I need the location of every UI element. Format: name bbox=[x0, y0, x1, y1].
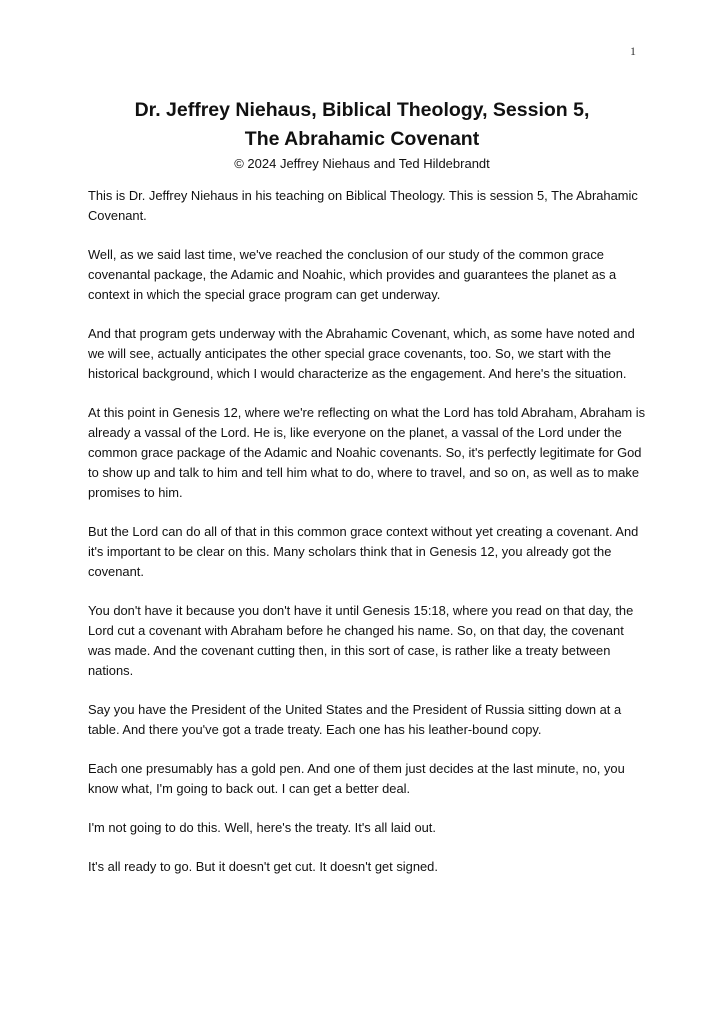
paragraph-6: You don't have it because you don't have it until Genesis 15:18, where you read on that day, the Lord cut a covenant with Abraham before he changed his name. So, on that day, the covenant was made. And the covenant cutting then, in this sort of case, is rather like a treaty between nations. bbox=[88, 603, 634, 678]
paragraph-7: Say you have the President of the United States and the President of Russia sitting down at a table. And there you've got a trade treaty. Each one has his leather-bound copy. bbox=[88, 702, 622, 737]
paragraph-1: This is Dr. Jeffrey Niehaus in his teaching on Biblical Theology. This is session 5, The Abrahamic Covenant. bbox=[88, 188, 638, 223]
paragraph-5: But the Lord can do all of that in this common grace context without yet creating a covenant. And it's important to be clear on this. Many scholars think that in Genesis 12, you already got the covenant. bbox=[88, 524, 639, 579]
paragraph-3: And that program gets underway with the Abrahamic Covenant, which, as some have noted and we will see, actually anticipates the other special grace covenants, too. So, we start with the historical background, which I would characterize as the engagement. And here's the situation. bbox=[88, 326, 635, 381]
title-line-2: The Abrahamic Covenant bbox=[244, 128, 480, 150]
paragraph-2: Well, as we said last time, we've reached the conclusion of our study of the common grace covenantal package, the Adamic and Noahic, which provides and guarantees the planet as a context in which the special grace program can get underway. bbox=[88, 247, 617, 302]
document-body bbox=[88, 186, 648, 896]
copyright-line: © 2024 Jeffrey Niehaus and Ted Hildebrandt bbox=[234, 156, 490, 171]
paragraph-9: I'm not going to do this. Well, here's the treaty. It's all laid out. bbox=[88, 820, 436, 835]
page-number: 1 bbox=[630, 44, 636, 58]
paragraph-8: Each one presumably has a gold pen. And one of them just decides at the last minute, no, you know what, I'm going to back out. I can get a better deal. bbox=[88, 761, 625, 796]
document-title bbox=[60, 96, 664, 154]
paragraph-4: At this point in Genesis 12, where we're reflecting on what the Lord has told Abraham, Abraham is already a vassal of the Lord. He is, like everyone on the planet, a vassal of the Lord under the common grace package of the Adamic and Noahic covenants. So, it's perfectly legitimate for God to show up and talk to him and tell him what to do, where to travel, and so on, as well as to make promises to him. bbox=[88, 405, 646, 500]
document-header bbox=[60, 96, 664, 174]
title-line-1: Dr. Jeffrey Niehaus, Biblical Theology, Session 5, bbox=[134, 99, 590, 121]
paragraph-10: It's all ready to go. But it doesn't get cut. It doesn't get signed. bbox=[88, 859, 438, 874]
